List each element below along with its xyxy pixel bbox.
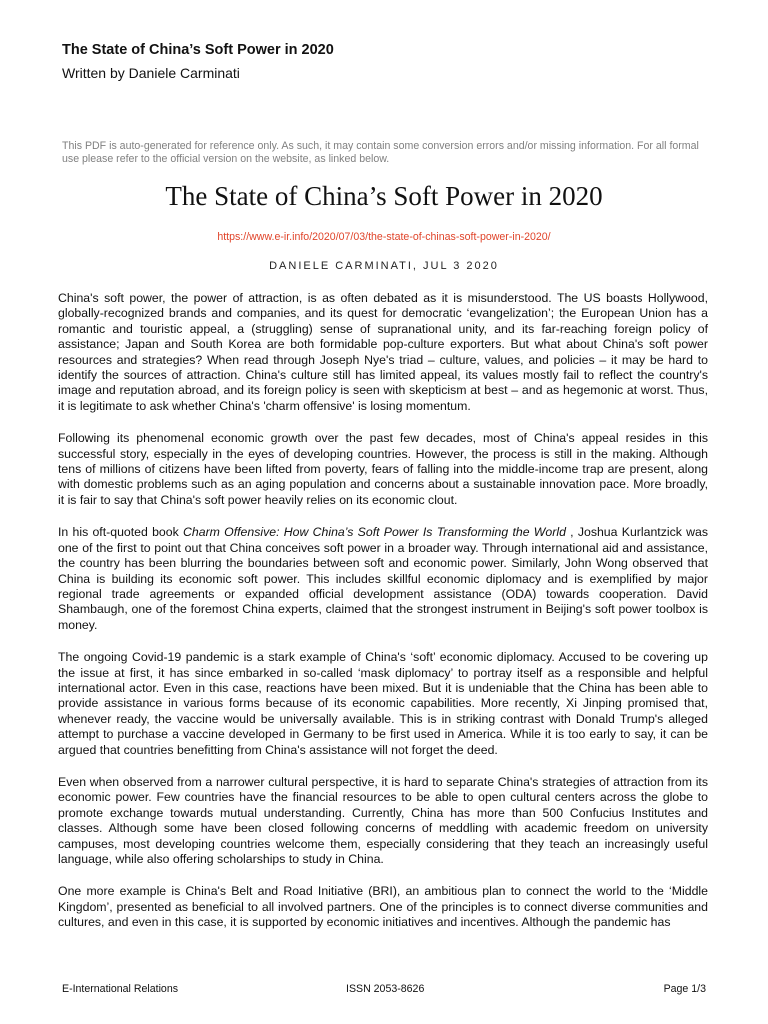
footer-issn: ISSN 2053-8626 [346, 983, 425, 995]
footer-page-number: Page 1/3 [663, 983, 706, 995]
book-title: Charm Offensive: How China’s Soft Power Is Transforming the World [183, 525, 566, 540]
header-author: Written by Daniele Carminati [62, 65, 240, 81]
paragraph: The ongoing Covid-19 pandemic is a stark example of China's ‘soft’ economic diplomacy. Accused to be covering up the issue at first, it has since embarked in so-called ‘mask diplomacy’ to portray itself as a responsible and helpful international actor. Even in this case, reactions have been mixed. But it is undeniable that the China has been able to provide assistance in various forms because of its economic capabilities. More recently, Xi Jinping promised that, whenever ready, the vaccine would be universally available. This is in striking contrast with Donald Trump's alleged attempt to purchase a vaccine developed in Germany to be first used in America. While it is too early to say, it can be argued that countries benefitting from China's assistance will not forget the deed. [58, 650, 708, 757]
footer-publisher: E-International Relations [62, 983, 179, 995]
paragraph: Even when observed from a narrower cultural perspective, it is hard to separate China's strategies of attraction from its economic power. Few countries have the financial resources to be able to open cultural centers across the globe to promote exchange towards mutual understanding. Currently, China has more than 500 Confucius Institutes and classes. Although some have been closed following concerns of meddling with academic freedom on university campuses, most developing countries welcome them, especially considering that they teach an increasingly useful language, while also offering scholarships to study in China. [58, 774, 708, 866]
article-body [58, 291, 708, 948]
article-byline: DANIELE CARMINATI, JUL 3 2020 [269, 260, 499, 272]
paragraph-prefix: In his oft-quoted book [58, 525, 184, 540]
paragraph: Following its phenomenal economic growth over the past few decades, most of China's appeal resides in this successful story, especially in the eyes of developing countries. However, the process is still in the making. Although tens of millions of citizens have been lifted from poverty, fears of falling into the middle-income trap are present, along with domestic problems such as an aging population and concerns about a sustainable innovation pace. More broadly, it is fair to say that China's soft power heavily relies on its economic clout. [58, 431, 708, 507]
paragraph [58, 525, 708, 633]
paragraph-rest: was one of the first to point out that China conceives soft power in a broader way. Through international aid and assistance, the country has been blurring the boundaries between soft and economic power. Similarly, John Wong observed that China is building its economic soft power. This includes skillful economic diplomacy and is exemplified by major regional trade agreements or expanded official development assistance (ODA) towards cooperation. David Shambaugh, one of the foremost China experts, claimed that the strongest instrument in Beijing's soft power toolbox is money. [58, 525, 708, 632]
paragraph-author-ref: , Joshua Kurlantzick [565, 525, 687, 540]
disclaimer-text: This PDF is auto-generated for reference only. As such, it may contain some conversion errors and/or missing information. For all formal use please refer to the official version on the website, as linked below. [62, 140, 699, 165]
header-title: The State of China’s Soft Power in 2020 [62, 42, 334, 58]
article-url-link[interactable]: https://www.e-ir.info/2020/07/03/the-state-of-chinas-soft-power-in-2020/ [217, 231, 551, 243]
paragraph: China's soft power, the power of attraction, is as often debated as it is misunderstood. The US boasts Hollywood, globally-recognized brands and companies, and its quest for democratic ‘evangelization’; the European Union has a romantic and touristic appeal, a (struggling) sense of supranational unity, and its far-reaching foreign policy of assistance; Japan and South Korea are both formidable pop-culture exporters. But what about China's soft power resources and strategies? When read through Joseph Nye's triad – culture, values, and policies – it may be hard to identify the sources of attraction. China's culture still has limited appeal, its values mostly fail to reflect the country's image and reputation abroad, and its foreign policy is seen with skepticism at best – and as hegemonic at worst. Thus, it is legitimate to ask whether China's 'charm offensive' is losing momentum. [58, 291, 708, 413]
article-title: The State of China’s Soft Power in 2020 [165, 181, 603, 211]
paragraph: One more example is China's Belt and Road Initiative (BRI), an ambitious plan to connect the world to the ‘Middle Kingdom’, presented as beneficial to all involved partners. One of the principles is to connect diverse communities and cultures, and even in this case, it is supported by economic initiatives and incentives. Although the pandemic has [58, 884, 708, 930]
